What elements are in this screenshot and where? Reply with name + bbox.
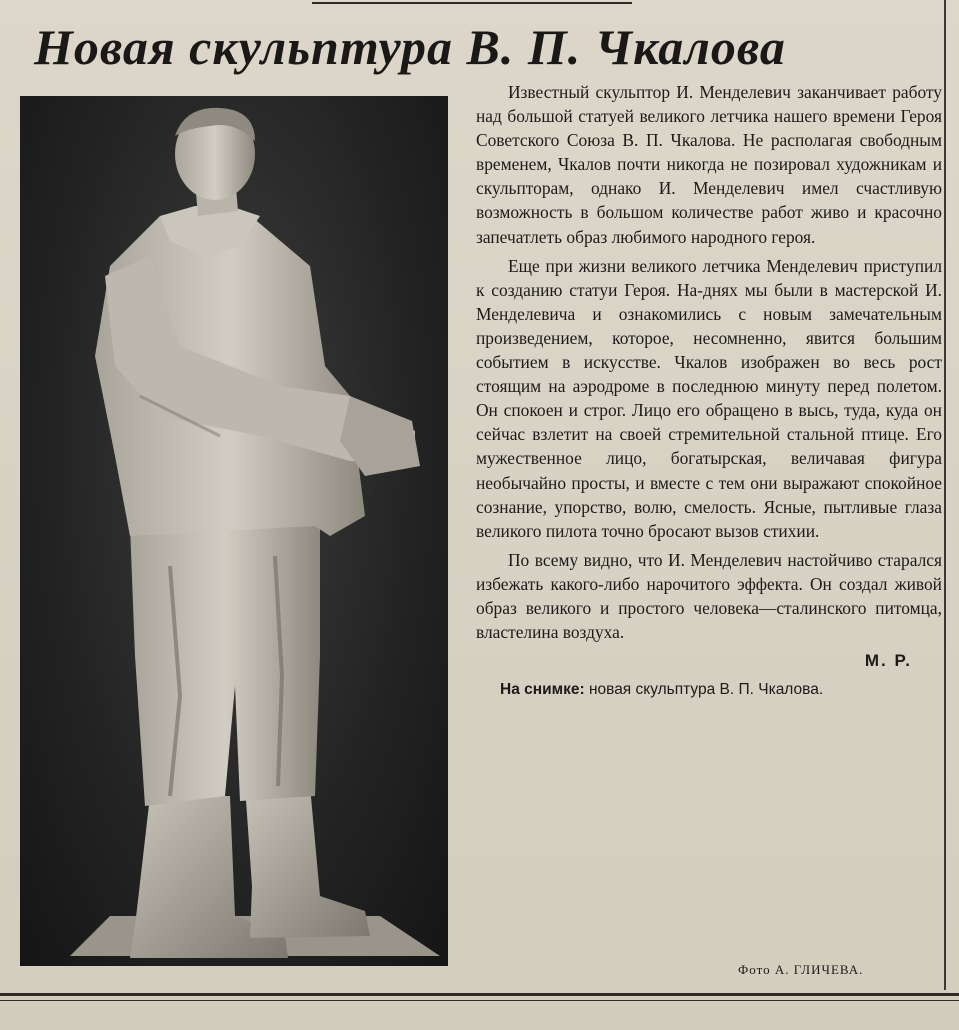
caption-lead: На снимке: (500, 681, 585, 699)
caption-text: новая скульптура В. П. Чкалова. (584, 681, 824, 699)
sculpture-photo (20, 96, 448, 966)
article-paragraph-1: Известный скульптор И. Менделевич заканчивает работу над большой статуей великого летчика нашего времени Героя Советского Союза В. П. Чкалова. Не располагая свободным временем, Чкалов почти никогда не позировал художникам и скульпторам, однако И. Менделевич имел счастливую возможность в большом количестве работ живо и красочно запечатлеть образ любимого народного героя. (476, 82, 942, 247)
author-signature: М. Р. (864, 651, 912, 671)
article-paragraph-2: Еще при жизни великого летчика Менделевич приступил к созданию статуи Героя. На-днях мы были в мастерской И. Менделевича и ознакомились с новым замечательным произведением, которое, несомненно, явится большим событием в искусстве. Чкалов изображен во весь рост стоящим на аэродроме в последнюю минуту перед полетом. Он спокоен и строг. Лицо его обращено в высь, туда, куда он сейчас взлетит на своей стремительной стальной птице. Его мужественное лицо, богатырская, величавая фигура необычайно просты, и вместе с тем они выражают спокойное сознание, упорство, волю, смелость. Ясные, пытливые глаза великого пилота точно бросают вызов стихии. (476, 255, 942, 541)
sculpture-illustration (20, 96, 448, 966)
column-divider (944, 0, 946, 990)
photo-caption (500, 679, 920, 700)
bottom-rule (0, 993, 959, 996)
photo-credit: Фото А. ГЛИЧЕВА. (738, 962, 864, 977)
headline: Новая скульптура В. П. Чкалова (34, 19, 786, 75)
top-rule (312, 2, 632, 4)
article-paragraph-3: По всему видно, что И. Менделевич настойчиво старался избежать какого-либо нарочитого эффекта. Он создал живой образ великого и простого человека—сталинского питомца, властелина воздуха. (476, 549, 942, 643)
bottom-rule-thin (0, 1000, 959, 1001)
article-body (476, 80, 942, 700)
